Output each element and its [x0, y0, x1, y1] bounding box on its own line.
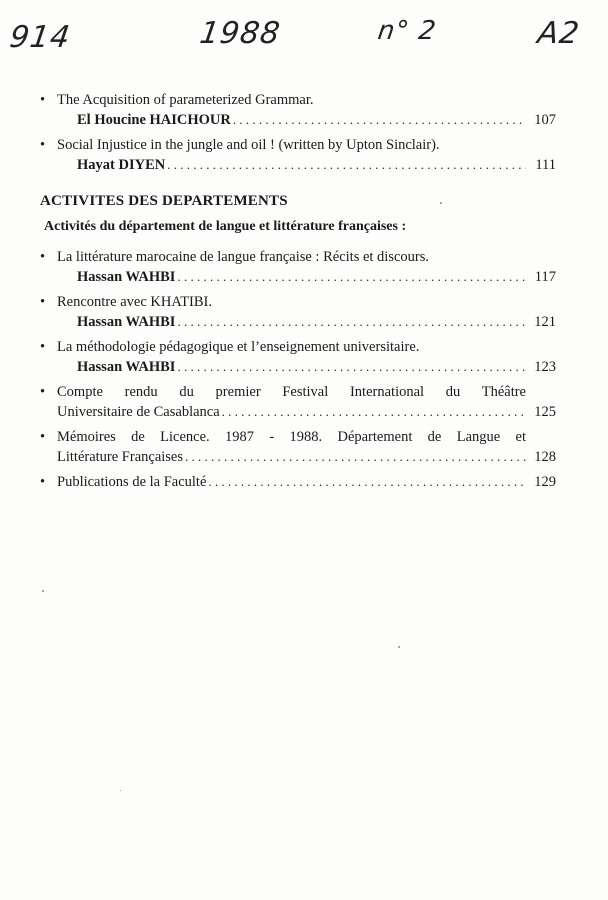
toc-entry — [40, 292, 556, 332]
bullet-icon: • — [40, 429, 46, 445]
bullet-icon: • — [40, 294, 46, 310]
handwritten-number: n° 2 — [375, 16, 439, 46]
handwritten-year: 1988 — [197, 16, 283, 51]
entry-title-line: Littérature Françaises — [57, 449, 184, 465]
toc-entry — [40, 90, 556, 130]
toc-entry — [40, 247, 556, 287]
scan-speck — [120, 790, 121, 791]
bullet-icon: • — [40, 339, 46, 355]
entry-title: Publications de la Faculté — [57, 474, 207, 490]
table-of-contents — [40, 90, 556, 497]
entry-title: Rencontre avec KHATIBI. — [57, 294, 213, 310]
dot-leader — [177, 267, 526, 287]
entry-page-number: 129 — [534, 474, 556, 490]
entry-page-number: 123 — [534, 359, 556, 375]
dot-leader — [177, 357, 526, 377]
entry-page-number: 121 — [534, 314, 556, 330]
toc-entry — [40, 337, 556, 377]
dot-leader — [185, 447, 526, 467]
handwritten-annotations — [0, 14, 608, 64]
entry-author: Hassan WAHBI — [77, 359, 176, 375]
toc-entry — [40, 382, 556, 422]
entry-title-line: Mémoires de Licence. 1987 - 1988. Département de Langue et — [57, 429, 526, 445]
bullet-icon: • — [40, 92, 46, 108]
entry-title: La littérature marocaine de langue française : Récits et discours. — [57, 249, 430, 265]
bullet-icon: • — [40, 137, 46, 153]
bullet-icon: • — [40, 384, 46, 400]
entry-author: El Houcine HAICHOUR — [77, 112, 231, 128]
entry-title-line: Universitaire de Casablanca — [57, 404, 220, 420]
dot-leader — [208, 472, 526, 492]
bullet-icon: • — [40, 474, 46, 490]
toc-entry — [40, 135, 556, 175]
entry-author: Hayat DIYEN — [77, 157, 166, 173]
toc-entry — [40, 427, 556, 467]
scan-speck — [42, 590, 44, 592]
entry-page-number: 117 — [534, 269, 556, 285]
bullet-icon: • — [40, 249, 46, 265]
dot-leader — [222, 402, 526, 422]
section-heading: ACTIVITES DES DEPARTEMENTS — [40, 193, 288, 209]
entry-page-number: 107 — [534, 112, 556, 128]
dot-leader — [233, 110, 526, 130]
handwritten-shelf-mark: A2 — [535, 16, 583, 51]
entry-author: Hassan WAHBI — [77, 269, 176, 285]
dot-leader — [177, 312, 526, 332]
section-subheading: Activités du département de langue et littérature françaises : — [44, 219, 407, 234]
entry-title-line: Compte rendu du premier Festival International du Théâtre — [57, 384, 526, 400]
entry-title: The Acquisition of parameterized Grammar. — [57, 92, 314, 108]
scan-speck — [440, 202, 442, 204]
scan-speck — [398, 646, 400, 648]
entry-page-number: 111 — [535, 157, 556, 173]
entry-author: Hassan WAHBI — [77, 314, 176, 330]
toc-entry — [40, 472, 556, 492]
handwritten-code: 914 — [7, 20, 73, 55]
entry-page-number: 128 — [534, 449, 556, 465]
entry-page-number: 125 — [534, 404, 556, 420]
dot-leader — [167, 155, 526, 175]
entry-title: La méthodologie pédagogique et l’enseignement universitaire. — [57, 339, 420, 355]
entry-title: Social Injustice in the jungle and oil ! (written by Upton Sinclair). — [57, 137, 440, 153]
